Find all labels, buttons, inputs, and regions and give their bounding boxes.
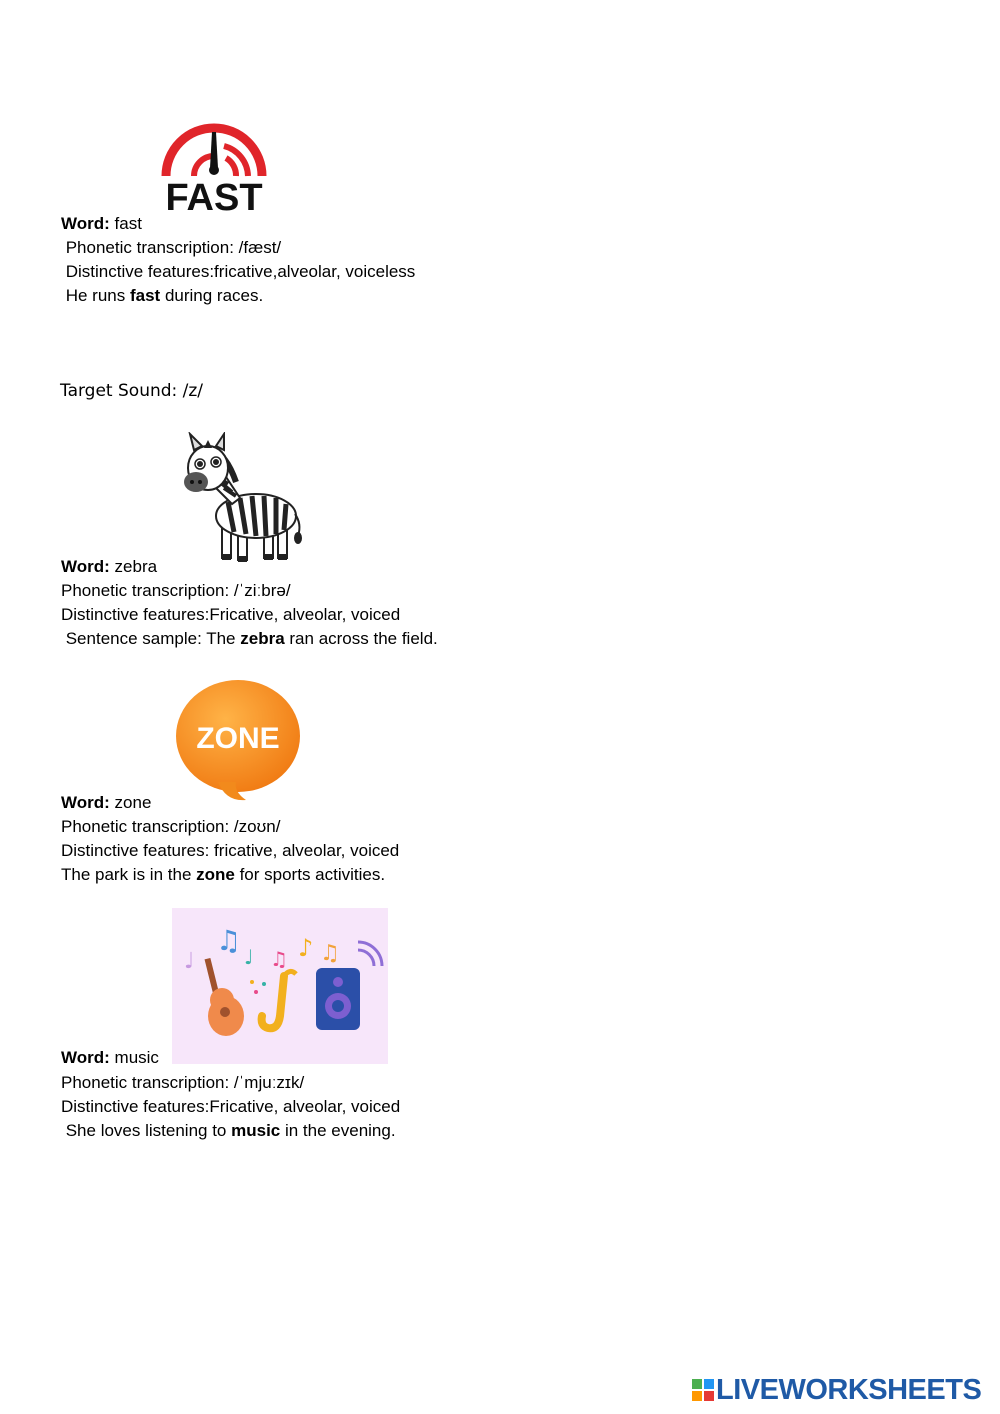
word-line-zone: Word: zone bbox=[61, 793, 152, 812]
svg-text:♪: ♪ bbox=[298, 934, 314, 962]
features-line-fast: Distinctive features:fricative,alveolar, voiceless bbox=[61, 262, 416, 281]
liveworksheets-footer bbox=[692, 1374, 981, 1406]
svg-text:ZONE: ZONE bbox=[196, 722, 280, 755]
svg-text:♫: ♫ bbox=[270, 947, 288, 971]
fast-speedometer-logo bbox=[158, 114, 270, 214]
target-sound-heading: Target Sound: /z/ bbox=[60, 381, 204, 401]
features-line-zebra: Distinctive features:Fricative, alveolar, voiced bbox=[61, 605, 401, 624]
music-instruments-illustration bbox=[172, 908, 388, 1064]
phonetic-line-fast: Phonetic transcription: /fæst/ bbox=[61, 238, 282, 257]
liveworksheets-logo-icon bbox=[692, 1377, 716, 1403]
features-line-music: Distinctive features:Fricative, alveolar, voiced bbox=[61, 1097, 401, 1116]
sentence-line-zone: The park is in the zone for sports activities. bbox=[61, 865, 386, 884]
svg-text:♫: ♫ bbox=[216, 924, 242, 957]
features-line-zone: Distinctive features: fricative, alveolar, voiced bbox=[61, 841, 400, 860]
svg-text:♫: ♫ bbox=[320, 941, 340, 966]
liveworksheets-brand-text: LIVEWORKSHEETS bbox=[716, 1373, 982, 1406]
svg-text:FAST: FAST bbox=[165, 177, 263, 214]
zebra-illustration bbox=[178, 432, 306, 566]
word-line-fast: Word: fast bbox=[61, 214, 142, 233]
phonetic-line-zebra: Phonetic transcription: /ˈziːbrə/ bbox=[61, 581, 291, 600]
sentence-line-zebra: Sentence sample: The zebra ran across the field. bbox=[61, 629, 438, 648]
phonetic-line-zone: Phonetic transcription: /zoʊn/ bbox=[61, 817, 281, 836]
sentence-line-fast: He runs fast during races. bbox=[61, 286, 264, 305]
sentence-line-music: She loves listening to music in the evening. bbox=[61, 1121, 396, 1140]
zone-speech-bubble-logo bbox=[172, 678, 304, 804]
word-line-zebra: Word: zebra bbox=[61, 557, 158, 576]
word-line-music: Word: music bbox=[61, 1048, 159, 1067]
svg-text:♩: ♩ bbox=[244, 945, 254, 969]
svg-text:♩: ♩ bbox=[184, 949, 195, 974]
phonetic-line-music: Phonetic transcription: /ˈmjuːzɪk/ bbox=[61, 1073, 305, 1092]
